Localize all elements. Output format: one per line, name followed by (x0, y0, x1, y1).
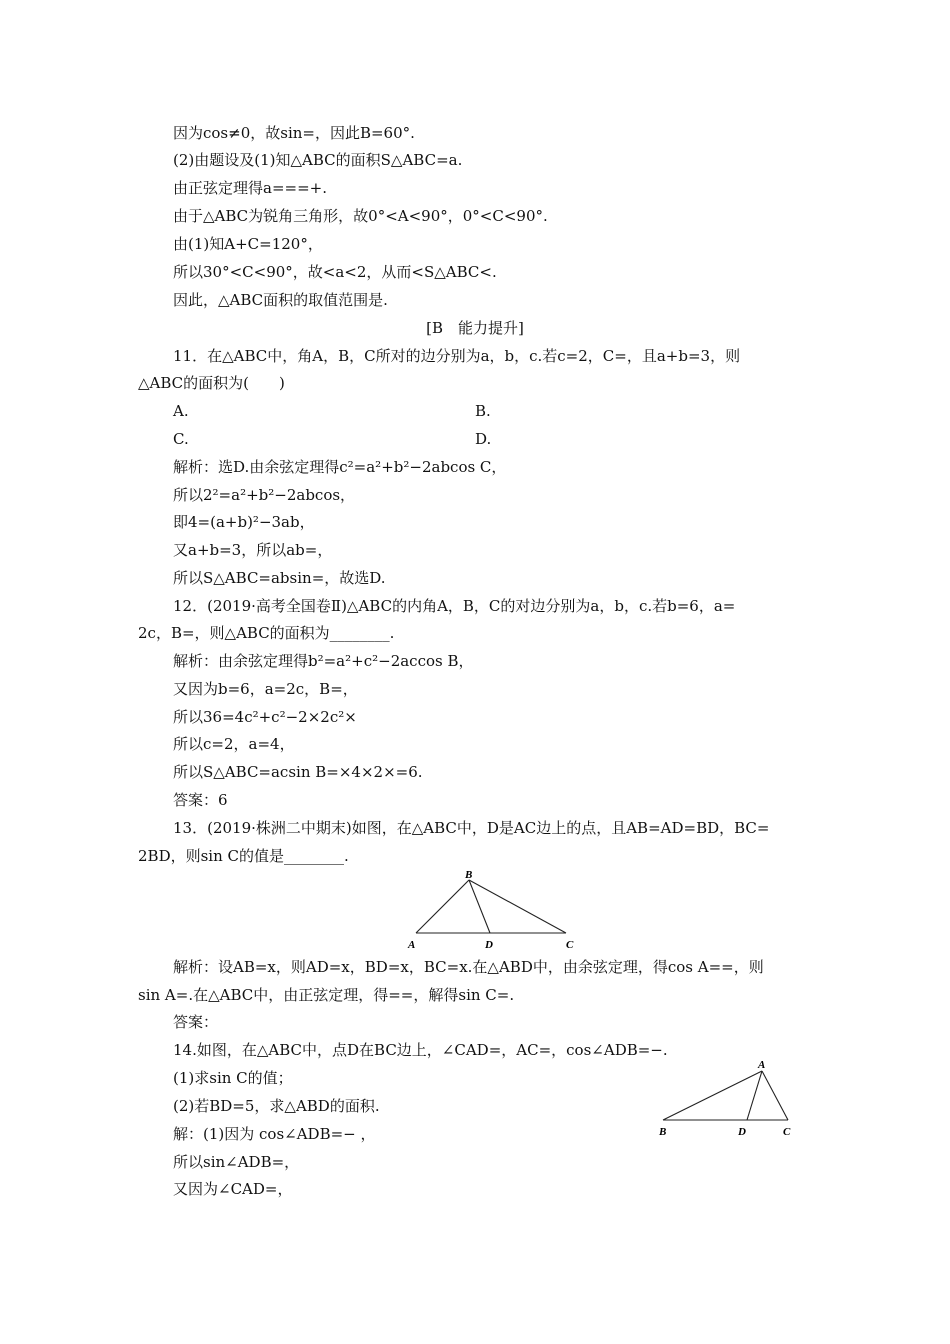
text-line: 由于△ABC为锐角三角形，故0°<A<90°，0°<C<90°. (173, 207, 548, 225)
label-d: D (485, 939, 493, 951)
text-line: sin A=.在△ABC中，由正弦定理，得==，解得sin C=. (138, 986, 515, 1004)
question-11: 11．在△ABC中，角A，B，C所对的边分别为a，b，c.若c=2，C=，且a+b=3，则 (173, 347, 741, 365)
text-line: △ABC的面积为( ) (138, 374, 285, 392)
triangle-figure-13 (405, 868, 580, 952)
answer-line: 答案：6 (173, 791, 228, 809)
text-line: (1)求sin C的值； (173, 1069, 293, 1087)
label-b: B (659, 1126, 667, 1138)
text-line: 解：(1)因为 cos∠ADB=− ， (173, 1125, 376, 1143)
text-line: 解析：选D.由余弦定理得c²=a²+b²−2abcos C， (173, 458, 507, 476)
text-line: 由正弦定理得a===+. (173, 179, 327, 197)
label-d: D (738, 1126, 746, 1138)
text-line: 解析：由余弦定理得b²=a²+c²−2accos B， (173, 652, 474, 670)
option-d: D. (475, 430, 492, 448)
text-line: 又a+b=3，所以ab=， (173, 541, 333, 559)
triangle-figure-14 (655, 1055, 800, 1140)
text-line: 所以36=4c²+c²−2×2c²× (173, 708, 357, 726)
label-c: C (783, 1126, 791, 1138)
question-13: 13．(2019·株洲二中期末)如图，在△ABC中，D是AC边上的点，且AB=AD=BD，BC= (173, 819, 770, 837)
text-line: 所以2²=a²+b²−2abcos， (173, 486, 356, 504)
text-line: 又因为b=6，a=2c，B=， (173, 680, 358, 698)
text-line: 解析：设AB=x，则AD=x，BD=x，BC=x.在△ABD中，由余弦定理，得cos A==，则 (173, 958, 764, 976)
label-b: B (465, 869, 473, 881)
text-line: 所以30°<C<90°，故<a<2，从而<S△ABC<. (173, 263, 497, 281)
label-c: C (566, 939, 574, 951)
text-line: 所以S△ABC=acsin B=×4×2×=6. (173, 763, 423, 781)
text-line: 2c，B=，则△ABC的面积为________. (138, 624, 395, 642)
text-line: 因为cos≠0，故sin=，因此B=60°. (173, 124, 415, 142)
text-line: 所以sin∠ADB=， (173, 1153, 300, 1171)
question-14: 14.如图，在△ABC中，点D在BC边上，∠CAD=，AC=，cos∠ADB=−. (173, 1041, 668, 1059)
label-a: A (758, 1059, 766, 1071)
text-line: 所以c=2，a=4， (173, 735, 295, 753)
option-a: A. (173, 402, 189, 420)
text-line: (2)由题设及(1)知△ABC的面积S△ABC=a. (173, 151, 463, 169)
text-line: 又因为∠CAD=， (173, 1180, 293, 1198)
text-line: 所以S△ABC=absin=，故选D. (173, 569, 386, 587)
option-c: C. (173, 430, 189, 448)
text-line: 由(1)知A+C=120°， (173, 235, 323, 253)
section-heading: [B 能力提升] (426, 319, 524, 337)
text-line: 即4=(a+b)²−3ab， (173, 513, 315, 531)
text-line: 2BD，则sin C的值是________. (138, 847, 349, 865)
label-a: A (408, 939, 416, 951)
question-12: 12．(2019·高考全国卷Ⅱ)△ABC的内角A，B，C的对边分别为a，b，c.若b=6，a= (173, 597, 736, 615)
option-b: B. (475, 402, 491, 420)
text-line: (2)若BD=5，求△ABD的面积. (173, 1097, 380, 1115)
answer-line: 答案： (173, 1013, 219, 1031)
text-line: 因此，△ABC面积的取值范围是. (173, 291, 388, 309)
